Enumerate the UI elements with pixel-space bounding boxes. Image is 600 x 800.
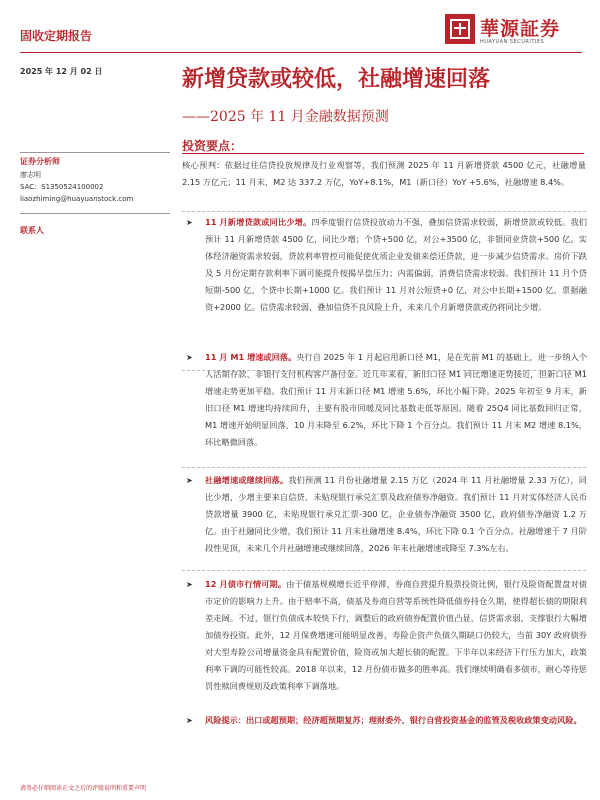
- section-divider: [182, 211, 586, 212]
- contact-label: 联系人: [20, 226, 44, 235]
- risk-text: 出口或超预期；经济超预期复苏；理财委外、银行自营投资基金的监管及税收政策变动风险。: [245, 715, 582, 725]
- analyst-name: 廖志明: [20, 171, 41, 179]
- investment-points-label: 投资要点：: [182, 139, 243, 153]
- sidebar-divider: [20, 213, 170, 214]
- page-subtitle: ——2025 年 11 月金融数据预测: [182, 109, 389, 125]
- report-type: 固收定期报告: [20, 29, 93, 43]
- bullet-arrow-icon: ➤: [186, 218, 193, 227]
- section-divider: [182, 467, 586, 468]
- points-divider: [182, 153, 584, 154]
- bullet-arrow-icon: ➤: [186, 353, 193, 362]
- bullet-paragraph: [205, 214, 587, 316]
- bullet-paragraph: [205, 472, 587, 557]
- bullet-keyword: 12 月债市行情可期。: [205, 579, 287, 589]
- analyst-label: 证券分析师: [20, 157, 60, 166]
- logo-icon: [445, 14, 475, 44]
- bullet-text: 由于债基规模增长近乎停滞，券商自营提升股票投资比例，银行及险资配置盘对债市定价的影响力上升。由于赔率不高，债基及券商自营等系统性降低债券持仓久期，使得超长债的期限利差走阔。不过，银行负债成本较快下行，调整后的政府债券配置价值凸显，信贷需求弱，支撑银行大幅增加债券投资。此外，12 月保费增速可能明显改善，寿险企资产负债久期缺口仍较大，当前 30Y 政府债券对大型寿险公司增量资金具有配置价值，险资或加大超长债的配置。下半年以来经济下行压力加大，政策利率下调的可能性较高。2018 年以来，12 月份债市做多的胜率高。我们继续明确看多债市，耐心等待惩罚性赎回费规则及政策利率下调落地。: [205, 579, 587, 691]
- bullet-paragraph: [205, 576, 587, 695]
- bullet-paragraph: [205, 349, 587, 451]
- header-divider: [20, 52, 582, 53]
- bullet-keyword: 风险提示：: [205, 715, 246, 725]
- logo-text: 華源証券: [480, 18, 561, 40]
- bullet-keyword: 11 月新增贷款或同比少增。: [205, 217, 312, 227]
- bullet-text: 我们预测 11 月份社融增量 2.15 万亿（2024 年 11 月社融增量 2.33 万亿），同比少增，少增主要来自信贷、未贴现银行承兑汇票及政府债券净融资。我们预计 11 月对实体经济人民币贷款增量 3900 亿，未贴现银行承兑汇票-300 亿，企业债券净融资 3500 亿，政府债券净融资 1.2 万亿。由于社融同比少增，我们预计 11 月末社融增速 8.4%，环比下降 0.1 个百分点。社融增速于 7 月阶段性见顶，未来几个月社融增速或继续回落，2026 年末社融增速或降至 7.3%左右。: [205, 475, 587, 553]
- core-prediction: 核心预判：依据过往信贷投放规律及行业观察等，我们预测 2025 年 11 月新增贷款 4500 亿元，社融增量 2.15 万亿元；11 月末，M2 达 337.2 万亿，YoY+8.1%，M1（新口径）YoY +5.6%，社融增速 8.4%。: [182, 160, 586, 187]
- bullet-arrow-icon: ➤: [186, 476, 193, 485]
- bullet-text: 四季度银行信贷投放动力不强，叠加信贷需求较弱，新增贷款或较低。我们预计 11 月新增贷款 4500 亿，同比少增；个贷+500 亿，对公+3500 亿，非银同业贷款+500 亿。实体经济融资需求较弱，贷款利率管控可能促使优质企业发债来偿还贷款，进一步减少信贷需求。房价下跌及 5 月份定期存款利率下调可能提升按揭早偿压力；内需偏弱，消费信贷需求较弱。我们预计 11 月个贷短期-500 亿，个贷中长期+1000 亿。我们预计 11 月对公短贷+0 亿，对公中长期+1500 亿，票据融资+2000 亿。信贷需求较弱，叠加信贷不良风险上升，未来几个月新增贷款或仍将同比少增。: [205, 217, 587, 312]
- bullet-arrow-icon: ➤: [186, 580, 193, 589]
- page-title: 新增贷款或较低，社融增速回落: [182, 66, 491, 92]
- sidebar-divider: [20, 152, 170, 153]
- logo-english: HUAYUAN SECURITIES: [480, 39, 545, 45]
- risk-paragraph: [205, 712, 587, 729]
- bullet-arrow-icon: ➤: [186, 716, 193, 725]
- bullet-keyword: 11 月 M1 增速或回落。: [205, 352, 297, 362]
- footer-disclaimer: 请务必仔细阅读正文之后的评级说明和重要声明: [20, 785, 147, 792]
- section-divider: [182, 570, 586, 571]
- bullet-keyword: 社融增速或继续回落。: [205, 475, 289, 485]
- report-date: 2025 年 12 月 02 日: [20, 67, 103, 76]
- analyst-email[interactable]: liaozhiming@huayuanstock.com: [20, 195, 134, 203]
- bullet-text: 央行自 2025 年 1 月起启用新口径 M1，是在先前 M1 的基础上，进一步纳入个人活期存款、非银行支付机构客户备付金。近几年来看，新旧口径 M1 同比增速走势接近，但新口径 M1 增速走势更加平稳。我们预计 11 月末新口径 M1 增速 5.6%，环比小幅下降。2025 年初至 9 月末，新旧口径 M1 增速均持续回升，主要有股市回暖及同比基数走低等原因。随着 25Q4 同比基数回归正常，M1 增速开始明显回落，10 月末降至 6.2%，环比下降 1 个百分点。我们预计 11 月末 M2 增速 8.1%，环比略微回落。: [205, 352, 588, 447]
- analyst-sac: SAC：S1350524100002: [20, 183, 104, 191]
